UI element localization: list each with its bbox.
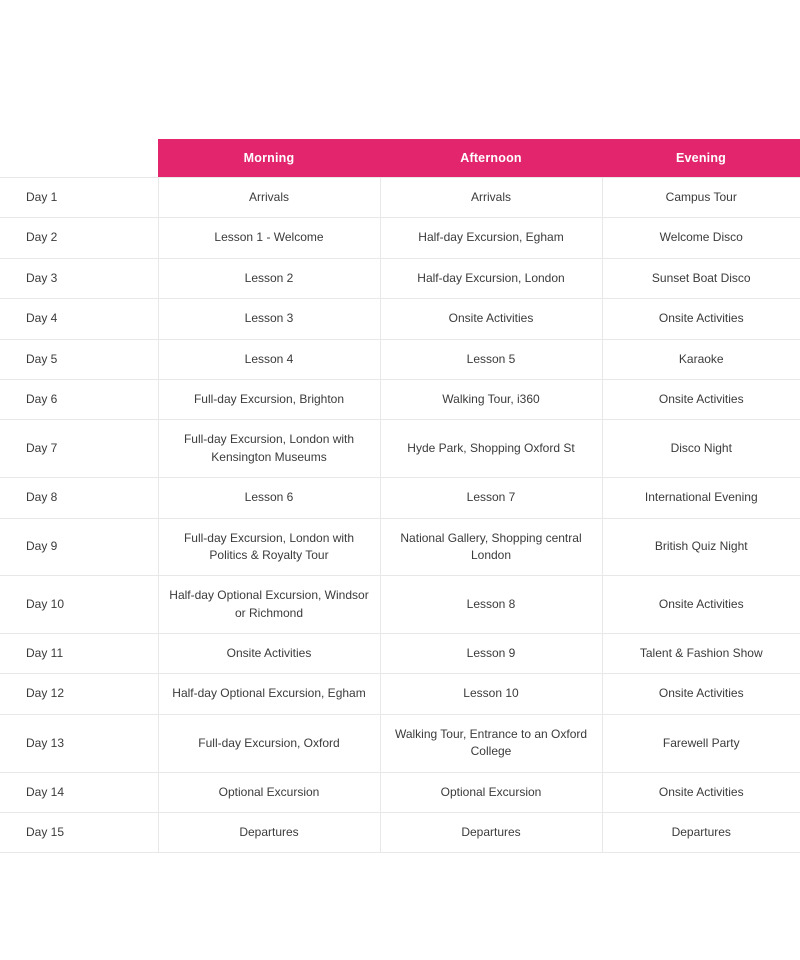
cell-morning: Full-day Excursion, Brighton xyxy=(158,379,380,419)
cell-afternoon: Lesson 5 xyxy=(380,339,602,379)
cell-day: Day 2 xyxy=(0,218,158,258)
cell-day: Day 8 xyxy=(0,478,158,518)
table-row xyxy=(0,218,800,258)
table-row xyxy=(0,339,800,379)
cell-evening: Talent & Fashion Show xyxy=(602,634,800,674)
cell-day: Day 3 xyxy=(0,258,158,298)
table-header-row xyxy=(0,139,800,178)
cell-morning: Full-day Excursion, London with Kensington Museums xyxy=(158,420,380,478)
cell-day: Day 6 xyxy=(0,379,158,419)
cell-afternoon: Lesson 9 xyxy=(380,634,602,674)
table-row xyxy=(0,478,800,518)
table-row xyxy=(0,178,800,218)
cell-day: Day 1 xyxy=(0,178,158,218)
column-header-day xyxy=(0,139,158,178)
cell-evening: Onsite Activities xyxy=(602,674,800,714)
table-row xyxy=(0,634,800,674)
cell-evening: Departures xyxy=(602,813,800,853)
cell-morning: Departures xyxy=(158,813,380,853)
cell-evening: Farewell Party xyxy=(602,714,800,772)
cell-morning: Full-day Excursion, Oxford xyxy=(158,714,380,772)
table-row xyxy=(0,576,800,634)
table-row xyxy=(0,420,800,478)
cell-evening: Sunset Boat Disco xyxy=(602,258,800,298)
cell-evening: British Quiz Night xyxy=(602,518,800,576)
column-header-evening: Evening xyxy=(602,139,800,178)
table-row xyxy=(0,518,800,576)
cell-day: Day 4 xyxy=(0,299,158,339)
cell-evening: Disco Night xyxy=(602,420,800,478)
cell-day: Day 12 xyxy=(0,674,158,714)
cell-evening: International Evening xyxy=(602,478,800,518)
column-header-afternoon: Afternoon xyxy=(380,139,602,178)
table-row xyxy=(0,772,800,812)
cell-afternoon: Walking Tour, i360 xyxy=(380,379,602,419)
cell-evening: Campus Tour xyxy=(602,178,800,218)
table-body xyxy=(0,178,800,853)
schedule-table xyxy=(0,139,800,853)
cell-morning: Onsite Activities xyxy=(158,634,380,674)
cell-afternoon: Departures xyxy=(380,813,602,853)
cell-day: Day 14 xyxy=(0,772,158,812)
cell-morning: Lesson 3 xyxy=(158,299,380,339)
table-row xyxy=(0,299,800,339)
table-header xyxy=(0,139,800,178)
cell-day: Day 10 xyxy=(0,576,158,634)
cell-day: Day 9 xyxy=(0,518,158,576)
schedule-table-container xyxy=(0,139,800,853)
cell-morning: Lesson 2 xyxy=(158,258,380,298)
cell-day: Day 15 xyxy=(0,813,158,853)
cell-morning: Arrivals xyxy=(158,178,380,218)
cell-morning: Half-day Optional Excursion, Windsor or Richmond xyxy=(158,576,380,634)
cell-afternoon: Arrivals xyxy=(380,178,602,218)
cell-day: Day 7 xyxy=(0,420,158,478)
cell-morning: Lesson 6 xyxy=(158,478,380,518)
cell-evening: Karaoke xyxy=(602,339,800,379)
cell-evening: Onsite Activities xyxy=(602,576,800,634)
cell-day: Day 13 xyxy=(0,714,158,772)
table-row xyxy=(0,379,800,419)
cell-afternoon: Lesson 10 xyxy=(380,674,602,714)
cell-afternoon: Lesson 8 xyxy=(380,576,602,634)
cell-evening: Welcome Disco xyxy=(602,218,800,258)
cell-afternoon: Hyde Park, Shopping Oxford St xyxy=(380,420,602,478)
table-row xyxy=(0,813,800,853)
cell-afternoon: Optional Excursion xyxy=(380,772,602,812)
cell-day: Day 5 xyxy=(0,339,158,379)
cell-afternoon: Half-day Excursion, Egham xyxy=(380,218,602,258)
cell-afternoon: Walking Tour, Entrance to an Oxford College xyxy=(380,714,602,772)
cell-afternoon: Onsite Activities xyxy=(380,299,602,339)
cell-evening: Onsite Activities xyxy=(602,299,800,339)
table-row xyxy=(0,674,800,714)
column-header-morning: Morning xyxy=(158,139,380,178)
cell-morning: Half-day Optional Excursion, Egham xyxy=(158,674,380,714)
cell-evening: Onsite Activities xyxy=(602,772,800,812)
cell-morning: Lesson 4 xyxy=(158,339,380,379)
cell-morning: Lesson 1 - Welcome xyxy=(158,218,380,258)
cell-day: Day 11 xyxy=(0,634,158,674)
cell-afternoon: National Gallery, Shopping central London xyxy=(380,518,602,576)
cell-afternoon: Lesson 7 xyxy=(380,478,602,518)
cell-afternoon: Half-day Excursion, London xyxy=(380,258,602,298)
cell-morning: Full-day Excursion, London with Politics & Royalty Tour xyxy=(158,518,380,576)
table-row xyxy=(0,714,800,772)
cell-evening: Onsite Activities xyxy=(602,379,800,419)
table-row xyxy=(0,258,800,298)
cell-morning: Optional Excursion xyxy=(158,772,380,812)
